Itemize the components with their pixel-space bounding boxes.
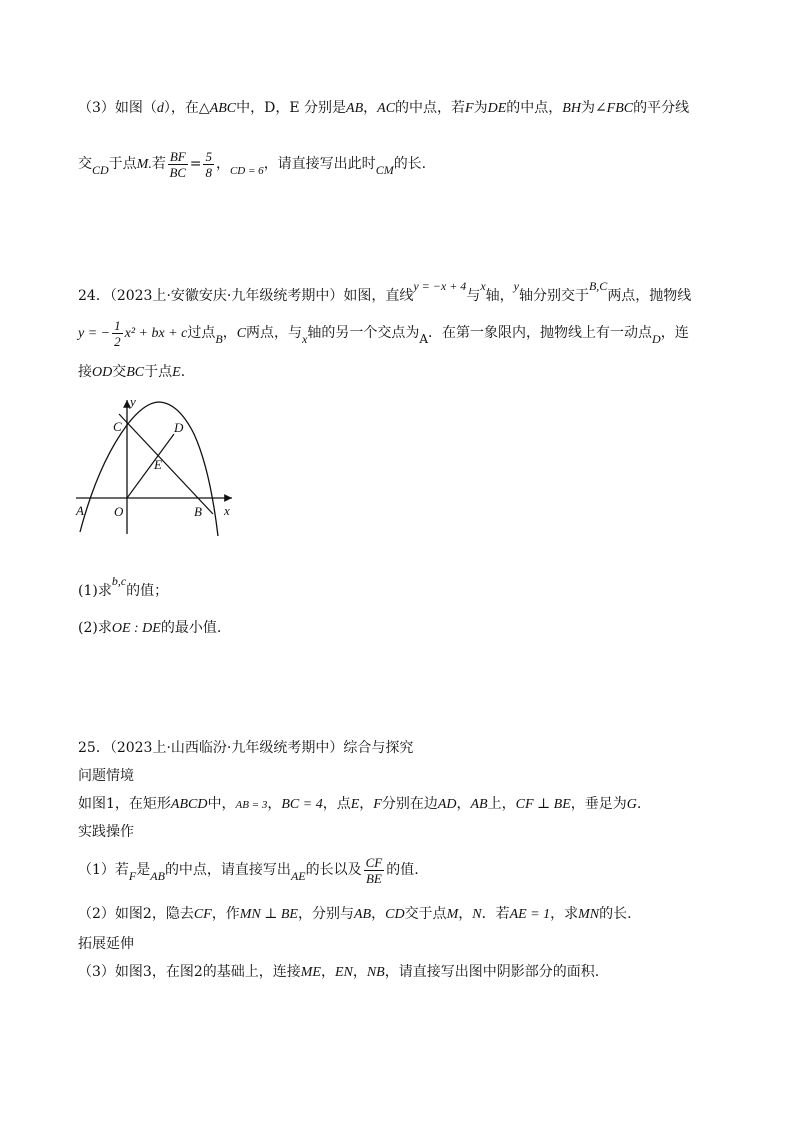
math: d [156, 101, 164, 116]
numerator: 5 [205, 148, 212, 164]
text: 的长以及 [305, 862, 362, 878]
math: CF [193, 907, 212, 922]
line-bc [119, 414, 213, 514]
math: CD [92, 163, 109, 177]
math: CD [385, 907, 405, 922]
text: 的平分线 [633, 100, 690, 116]
text: 中， [207, 796, 236, 812]
text: 交于点 [404, 906, 447, 922]
fraction [112, 318, 123, 349]
text: ， [363, 100, 378, 116]
math: AE = 1 [509, 907, 551, 922]
question-number: 24． [78, 288, 110, 304]
text: 的中点，若 [395, 100, 466, 116]
math: ME [300, 965, 321, 980]
denominator: 2 [114, 333, 121, 349]
text: (1)求 [78, 583, 112, 599]
text: ， [267, 796, 282, 812]
text: ，请直接写出此时 [263, 156, 376, 172]
math: AC [377, 101, 396, 116]
math: ABCD [170, 797, 208, 812]
text: . [180, 364, 186, 380]
text: ， [320, 964, 335, 980]
math: y = − [78, 326, 111, 341]
text: ，请直接写出图中阴影部分的面积. [384, 964, 600, 980]
numerator: CF [365, 854, 383, 870]
text: ， [352, 964, 367, 980]
math: B,C [588, 279, 608, 293]
math: M [446, 907, 459, 922]
math: MN ⊥ BE [239, 907, 298, 922]
text: ， [359, 796, 374, 812]
text: ， [458, 906, 473, 922]
q25-line5 [78, 962, 599, 983]
math: OE : DE [111, 621, 161, 636]
label-x: x [224, 503, 230, 518]
q23-part3-line2 [78, 146, 426, 183]
math: D [652, 332, 661, 346]
fraction [168, 149, 188, 180]
text: 于点 [144, 364, 173, 380]
math: AB [346, 101, 364, 116]
text: 的最小值. [160, 620, 222, 636]
text: 是 [136, 862, 151, 878]
text: 的长. [393, 156, 427, 172]
label-b: B [194, 504, 202, 519]
denominator: BC [169, 164, 187, 180]
text: （3）如图3，在图2的基础上，连接 [78, 964, 301, 980]
q24-line3 [78, 362, 185, 383]
text: 上， [487, 796, 516, 812]
q24-line1 [78, 279, 692, 306]
text: ．在第一象限内，抛物线上有一动点 [428, 325, 653, 341]
q25-heading-extension: 拓展延伸 [78, 936, 134, 952]
text: 与 [466, 288, 481, 304]
math: CM [375, 163, 394, 177]
text: ，作 [211, 906, 240, 922]
text: 于点 [108, 156, 137, 172]
fraction [203, 149, 214, 180]
text: = [189, 156, 202, 172]
text: ，分别与 [298, 906, 354, 922]
math: A [419, 332, 429, 346]
math: BC [126, 365, 145, 380]
label-e: E [154, 457, 162, 472]
text: （2）如图2，隐去 [78, 906, 194, 922]
text: 接 [78, 364, 92, 380]
math: AB [150, 869, 165, 883]
text: ，点 [322, 796, 351, 812]
denominator: 8 [205, 164, 212, 180]
text: ，求 [550, 906, 579, 922]
math: y [513, 279, 519, 293]
q24-sub2 [78, 618, 221, 639]
math: C [236, 326, 247, 341]
math: N [472, 907, 482, 922]
math: BH [562, 101, 581, 116]
text: ），在 [163, 100, 199, 116]
q25-line1 [78, 738, 413, 758]
denominator: BE [365, 870, 382, 886]
math: △ABC [198, 101, 237, 116]
math: G [626, 797, 637, 812]
text: （3）如图（ [78, 100, 157, 116]
text: ， [371, 906, 386, 922]
text: ， [456, 796, 471, 812]
numerator: 1 [114, 317, 121, 333]
math: F [465, 101, 474, 116]
q24-sub1 [78, 576, 168, 606]
math: MN [578, 907, 600, 922]
math: E [172, 365, 181, 380]
text: 两点，与 [246, 325, 303, 341]
text: （2023上·山西临汾·九年级统考期中）综合与探究 [109, 740, 414, 756]
text: 轴的另一个交点为 [307, 325, 420, 341]
math: BC = 4 [281, 797, 323, 812]
text: (2)求 [78, 620, 112, 636]
numerator: BF [169, 148, 186, 164]
text: 交 [78, 156, 92, 172]
text: ，连 [660, 325, 689, 341]
math: F [373, 797, 382, 812]
math: EN [334, 965, 353, 980]
q25-line3 [78, 852, 419, 888]
label-a: A [76, 503, 84, 518]
text: ， [222, 325, 237, 341]
label-y: y [130, 394, 136, 409]
question-number: 25． [78, 740, 110, 756]
text: （2023上·安徽安庆·九年级统考期中）如图，直线 [109, 288, 414, 304]
text: 若 [151, 156, 166, 172]
text: 轴分别交于 [518, 288, 589, 304]
math: ∠FBC [594, 101, 634, 116]
q24-line2 [78, 316, 689, 351]
text: ，垂足为 [570, 796, 627, 812]
q25-heading-problem: 问题情境 [78, 768, 134, 784]
text: 为 [580, 100, 595, 116]
math: AE [290, 869, 306, 883]
text: . [636, 796, 642, 812]
label-c: C [113, 419, 122, 434]
text: 的值； [126, 583, 169, 599]
math: y = −x + 4 [413, 279, 467, 293]
text: 的长. [599, 906, 632, 922]
label-o: O [114, 504, 124, 519]
text: ．若 [481, 906, 510, 922]
math: b,c [111, 574, 127, 588]
q25-line4 [78, 904, 632, 925]
text: 两点，抛物线 [607, 288, 692, 304]
text: 中，D，E 分别是 [236, 100, 347, 116]
math: x² + bx + c [124, 326, 188, 341]
text: 的值. [386, 862, 419, 878]
math: OD [92, 365, 113, 380]
math: M. [136, 157, 152, 172]
label-d: D [174, 420, 184, 435]
text: 分别在边 [381, 796, 438, 812]
math: CF ⊥ BE [515, 797, 571, 812]
fraction [364, 855, 385, 886]
text: 为 [473, 100, 488, 116]
math: AB [354, 907, 372, 922]
text: 的中点， [506, 100, 563, 116]
text: 轴， [485, 288, 514, 304]
math: CD = 6 [229, 165, 264, 177]
math: AD [437, 797, 457, 812]
math: E [350, 797, 360, 812]
text: 交 [112, 364, 127, 380]
q23-part3-line1 [78, 98, 689, 119]
math: x [480, 279, 486, 293]
text: ， [215, 156, 230, 172]
math: DE [487, 101, 507, 116]
math: x [302, 332, 308, 346]
math: AB = 3 [235, 799, 268, 811]
q25-heading-practice: 实践操作 [78, 824, 134, 840]
q25-line2 [78, 794, 641, 815]
text: 如图1，在矩形 [78, 796, 171, 812]
math: F [128, 869, 137, 883]
text: （1）若 [78, 862, 129, 878]
segment-od [127, 434, 174, 498]
math: AB [470, 797, 488, 812]
text: 的中点，请直接写出 [164, 862, 291, 878]
text: 过点 [187, 325, 216, 341]
math: B [215, 332, 223, 346]
parabola-figure [70, 394, 245, 544]
math: NB [366, 965, 385, 980]
